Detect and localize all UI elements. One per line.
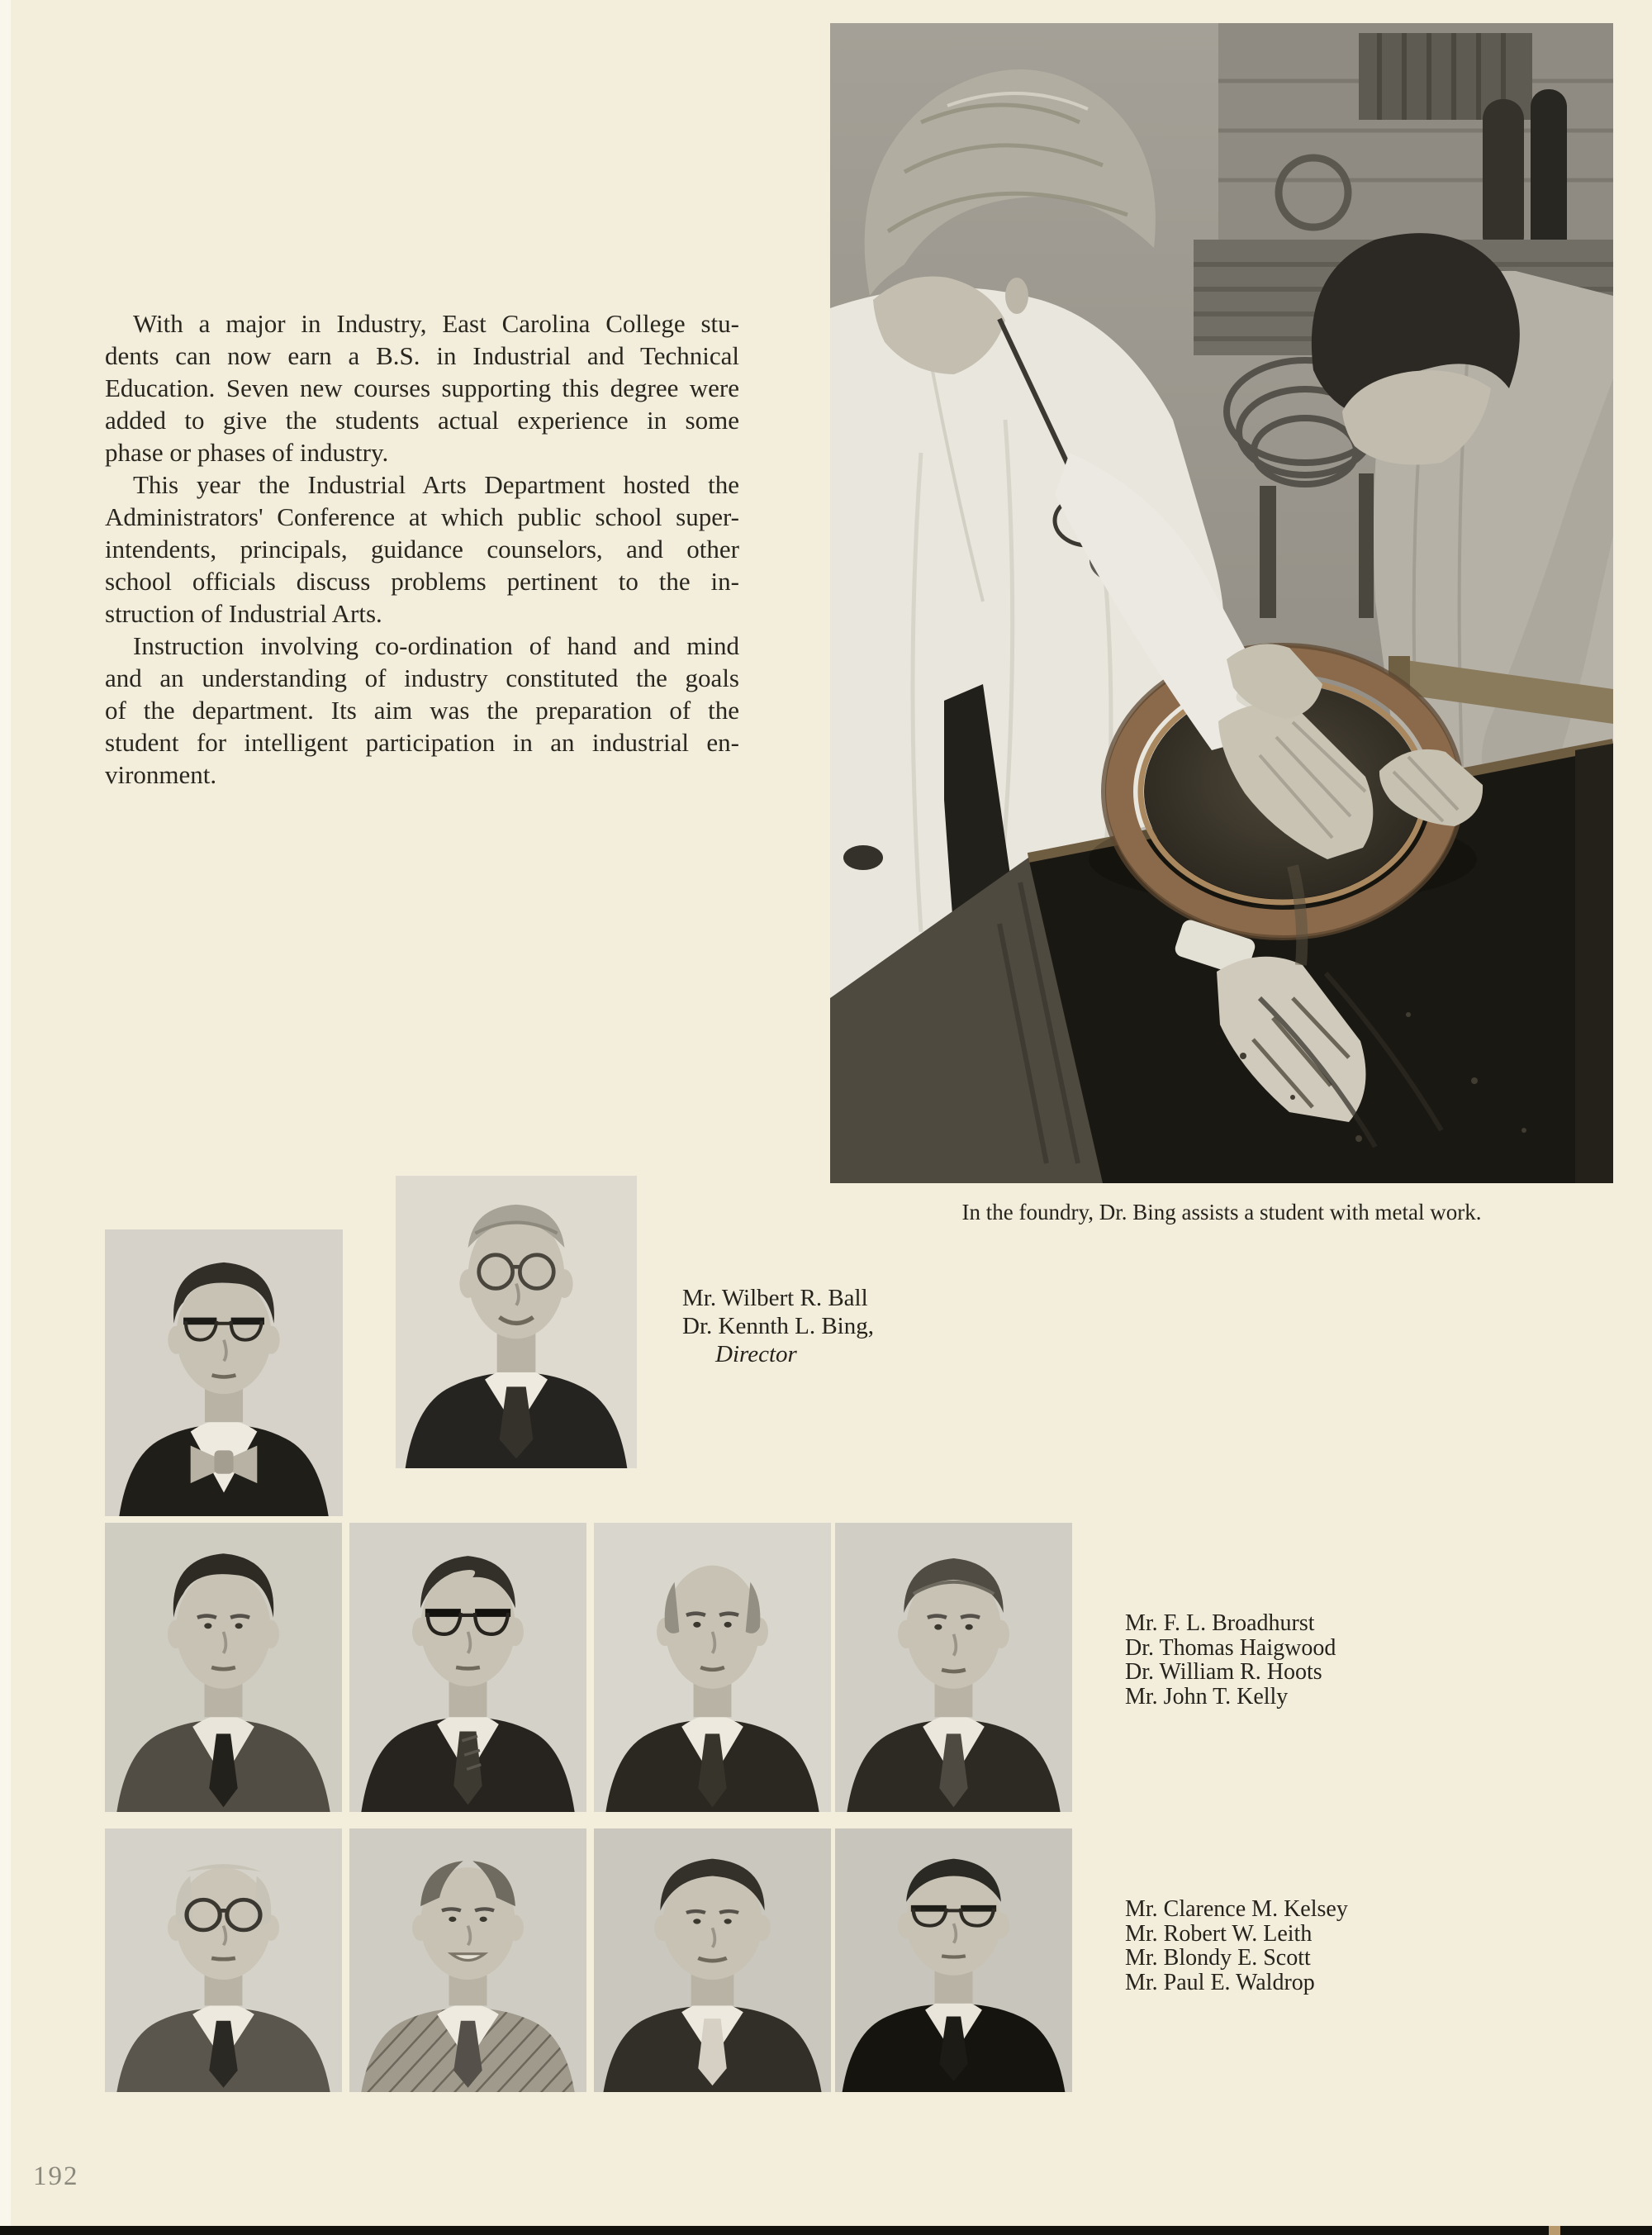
- page-bottom-notch: [1549, 2226, 1560, 2235]
- text-line: Administrators' Conference at which public school super-: [105, 502, 739, 531]
- text-line: struction of Industrial Arts.: [105, 599, 382, 628]
- portrait-leith: [349, 1828, 586, 2092]
- text-line: of the department. Its aim was the preparation of the: [105, 696, 739, 725]
- portrait-kennth-bing: [396, 1176, 637, 1468]
- portrait-wilbert-ball: [105, 1229, 343, 1516]
- intro-paragraph-1: [105, 307, 739, 468]
- portrait-haigwood: [349, 1523, 586, 1812]
- foundry-photo: [830, 23, 1613, 1183]
- page-gutter: [0, 0, 11, 2235]
- portrait-photo: [594, 1523, 831, 1812]
- faculty-name: Mr. F. L. Broadhurst: [1125, 1610, 1315, 1636]
- portrait-waldrop: [835, 1828, 1072, 2092]
- photo-caption: In the foundry, Dr. Bing assists a student with metal work.: [961, 1200, 1482, 1224]
- portrait-photo: [835, 1828, 1072, 2092]
- text-line: With a major in Industry, East Carolina College stu-: [133, 309, 739, 338]
- text-line: student for intelligent participation in an industrial en-: [105, 728, 739, 757]
- portrait-photo: [349, 1828, 586, 2092]
- portrait-kelly: [835, 1523, 1072, 1812]
- text-line: phase or phases of industry.: [105, 438, 389, 467]
- text-line: vironment.: [105, 760, 217, 789]
- faculty-name: Mr. John T. Kelly: [1125, 1683, 1289, 1710]
- faculty-name: Mr. Blondy E. Scott: [1125, 1945, 1311, 1971]
- text-line: This year the Industrial Arts Department hosted the: [133, 470, 739, 499]
- text-line: Instruction involving co-ordination of hand and mind: [133, 631, 739, 660]
- director-names: [682, 1284, 874, 1368]
- text-line: Education. Seven new courses supporting this degree were: [105, 373, 739, 402]
- portrait-photo: [349, 1523, 586, 1812]
- portrait-photo: [594, 1828, 831, 2092]
- portrait-kelsey: [105, 1828, 342, 2092]
- portrait-photo: [396, 1176, 637, 1468]
- text-line: and an understanding of industry constituted the goals: [105, 663, 739, 692]
- intro-text: [105, 307, 739, 791]
- portrait-scott: [594, 1828, 831, 2092]
- faculty-name: Mr. Robert W. Leith: [1125, 1920, 1313, 1947]
- faculty-name: Dr. Thomas Haigwood: [1125, 1634, 1336, 1661]
- portrait-photo: [105, 1229, 343, 1516]
- text-line: dents can now earn a B.S. in Industrial and Technical: [105, 341, 739, 370]
- faculty-names-row1: [1125, 1611, 1336, 1709]
- intro-paragraph-2: [105, 468, 739, 630]
- text-line: intendents, principals, guidance counselors, and other: [105, 535, 739, 564]
- portrait-photo: [835, 1523, 1072, 1812]
- faculty-name: Dr. William R. Hoots: [1125, 1659, 1322, 1685]
- portrait-hoots: [594, 1523, 831, 1812]
- page-bottom-edge: [0, 2226, 1652, 2235]
- portrait-broadhurst: [105, 1523, 342, 1812]
- portrait-photo: [105, 1523, 342, 1812]
- faculty-name: Mr. Wilbert R. Ball: [682, 1285, 868, 1311]
- foundry-photo-art: [830, 23, 1613, 1183]
- intro-paragraph-3: [105, 630, 739, 791]
- faculty-name: Mr. Clarence M. Kelsey: [1125, 1896, 1348, 1922]
- faculty-names-row2: [1125, 1897, 1348, 1995]
- faculty-name: Dr. Kennth L. Bing,: [682, 1313, 874, 1339]
- director-title: Director: [715, 1341, 797, 1367]
- page-number: 192: [33, 2161, 79, 2191]
- text-line: added to give the students actual experience in some: [105, 406, 739, 435]
- faculty-name: Mr. Paul E. Waldrop: [1125, 1969, 1315, 1995]
- portrait-photo: [105, 1828, 342, 2092]
- text-line: school officials discuss problems pertinent to the in-: [105, 567, 739, 596]
